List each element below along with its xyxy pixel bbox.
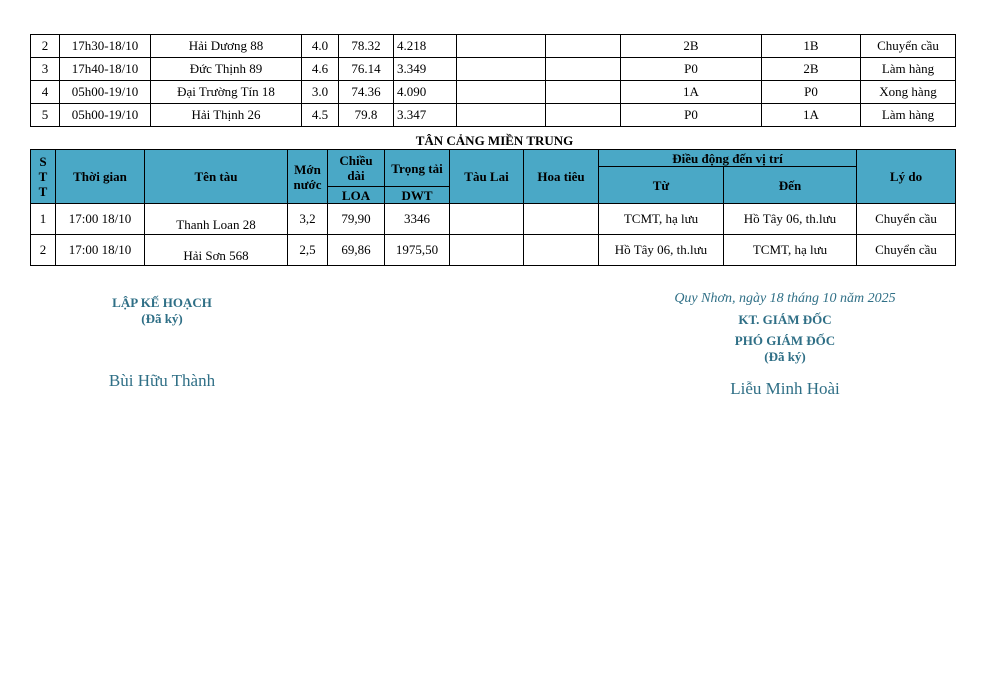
- signature-right-signed: (Đã ký): [764, 349, 806, 364]
- cell-dwt: 3.347: [394, 104, 457, 127]
- cell-tug: [457, 104, 546, 127]
- cell-loa: 74.36: [339, 81, 394, 104]
- cell-from: P0: [621, 104, 762, 127]
- header-tug: Tàu Lai: [450, 150, 524, 204]
- cell-from: Hồ Tây 06, th.lưu: [599, 235, 724, 266]
- cell-loa: 69,86: [328, 235, 385, 266]
- table-row: [31, 235, 956, 266]
- table-row: [31, 204, 956, 235]
- signature-left-role: LẬP KẾ HOẠCH: [112, 295, 212, 310]
- cell-loa: 79,90: [328, 204, 385, 235]
- cell-dwt: 1975,50: [385, 235, 450, 266]
- cell-to: 1A: [762, 104, 861, 127]
- cell-stt: 5: [31, 104, 60, 127]
- cell-pilot: [546, 81, 621, 104]
- cell-draft: 4.0: [302, 35, 339, 58]
- cell-from: 1A: [621, 81, 762, 104]
- signature-right-role1: KT. GIÁM ĐỐC: [738, 312, 832, 327]
- cell-pilot: [524, 235, 599, 266]
- header-from: Từ: [599, 167, 724, 204]
- cell-reason: Chuyển cầu: [857, 204, 956, 235]
- cell-ship: Hải Sơn 568: [145, 235, 288, 266]
- cell-reason: Xong hàng: [861, 81, 956, 104]
- cell-pilot: [524, 204, 599, 235]
- cell-draft: 4.6: [302, 58, 339, 81]
- header-dwt: DWT: [385, 187, 450, 204]
- header-move: Điều động đến vị trí: [599, 150, 857, 167]
- table-row: [31, 58, 956, 81]
- section-title: TÂN CẢNG MIỀN TRUNG: [415, 133, 574, 148]
- cell-stt: 2: [31, 235, 56, 266]
- cell-from: P0: [621, 58, 762, 81]
- cell-to: TCMT, hạ lưu: [724, 235, 857, 266]
- cell-ship: Hải Thịnh 26: [151, 104, 302, 127]
- signature-right-place-date: Quy Nhơn, ngày 18 tháng 10 năm 2025: [674, 291, 896, 306]
- signature-left: [62, 295, 262, 391]
- cell-time: 05h00-19/10: [60, 81, 151, 104]
- cell-tug: [457, 58, 546, 81]
- cell-tug: [450, 204, 524, 235]
- cell-time: 05h00-19/10: [60, 104, 151, 127]
- table-row: [31, 81, 956, 104]
- signature-left-signed: (Đã ký): [141, 311, 183, 326]
- cell-reason: Chuyển cầu: [857, 235, 956, 266]
- cell-reason: Làm hàng: [861, 58, 956, 81]
- cell-loa: 76.14: [339, 58, 394, 81]
- cell-dwt: 4.218: [394, 35, 457, 58]
- cell-time: 17h30-18/10: [60, 35, 151, 58]
- header-reason: Lý do: [857, 150, 956, 204]
- header-loa: LOA: [328, 187, 385, 204]
- cell-tug: [457, 35, 546, 58]
- table-row: [31, 35, 956, 58]
- cell-draft: 3.0: [302, 81, 339, 104]
- cell-to: 2B: [762, 58, 861, 81]
- cell-tug: [450, 235, 524, 266]
- cell-stt: 2: [31, 35, 60, 58]
- cell-dwt: 3346: [385, 204, 450, 235]
- schedule-table-body: [31, 35, 956, 127]
- table-row: [31, 104, 956, 127]
- cell-reason: Chuyển cầu: [861, 35, 956, 58]
- cell-loa: 79.8: [339, 104, 394, 127]
- cell-dwt: 4.090: [394, 81, 457, 104]
- cell-time: 17:00 18/10: [56, 235, 145, 266]
- header-length: [328, 150, 385, 187]
- cell-pilot: [546, 35, 621, 58]
- cell-to: P0: [762, 81, 861, 104]
- cell-ship: Đức Thịnh 89: [151, 58, 302, 81]
- cell-dwt: 3.349: [394, 58, 457, 81]
- header-stt-s: S: [39, 154, 47, 169]
- header-to: Đến: [724, 167, 857, 204]
- tan-cang-mien-trung-table: [30, 149, 956, 266]
- header-time: Thời gian: [56, 150, 145, 204]
- header-draft-line1: Mớn: [294, 161, 321, 177]
- header-tonnage: Trọng tải: [385, 150, 450, 187]
- cell-ship: Đại Trường Tín 18: [151, 81, 302, 104]
- cell-ship: Thanh Loan 28: [145, 204, 288, 235]
- header-stt-t1: T: [38, 169, 48, 184]
- cell-from: TCMT, hạ lưu: [599, 204, 724, 235]
- cell-time: 17h40-18/10: [60, 58, 151, 81]
- header-stt-t2: T: [38, 184, 48, 199]
- header-length-line2: dài: [347, 168, 365, 183]
- cell-to: Hồ Tây 06, th.lưu: [724, 204, 857, 235]
- cell-loa: 78.32: [339, 35, 394, 58]
- schedule-table-continuation: [30, 34, 956, 127]
- cell-stt: 1: [31, 204, 56, 235]
- header-length-line1: Chiều: [339, 153, 373, 168]
- cell-draft: 2,5: [288, 235, 328, 266]
- cell-from: 2B: [621, 35, 762, 58]
- cell-time: 17:00 18/10: [56, 204, 145, 235]
- cell-pilot: [546, 104, 621, 127]
- cell-to: 1B: [762, 35, 861, 58]
- cell-draft: 3,2: [288, 204, 328, 235]
- header-draft-line2: nước: [293, 176, 322, 192]
- cell-reason: Làm hàng: [861, 104, 956, 127]
- header-stt: [31, 150, 56, 204]
- cell-stt: 4: [31, 81, 60, 104]
- signature-right-role2: PHÓ GIÁM ĐỐC: [734, 333, 836, 348]
- cell-tug: [457, 81, 546, 104]
- cell-ship: Hải Dương 88: [151, 35, 302, 58]
- header-draft: [288, 150, 328, 204]
- cell-pilot: [546, 58, 621, 81]
- signature-right-name: Liễu Minh Hoài: [730, 379, 840, 398]
- signature-right: [630, 291, 940, 399]
- header-pilot: Hoa tiêu: [524, 150, 599, 204]
- cell-stt: 3: [31, 58, 60, 81]
- header-ship: Tên tàu: [145, 150, 288, 204]
- cell-draft: 4.5: [302, 104, 339, 127]
- signature-left-name: Bùi Hữu Thành: [108, 371, 216, 390]
